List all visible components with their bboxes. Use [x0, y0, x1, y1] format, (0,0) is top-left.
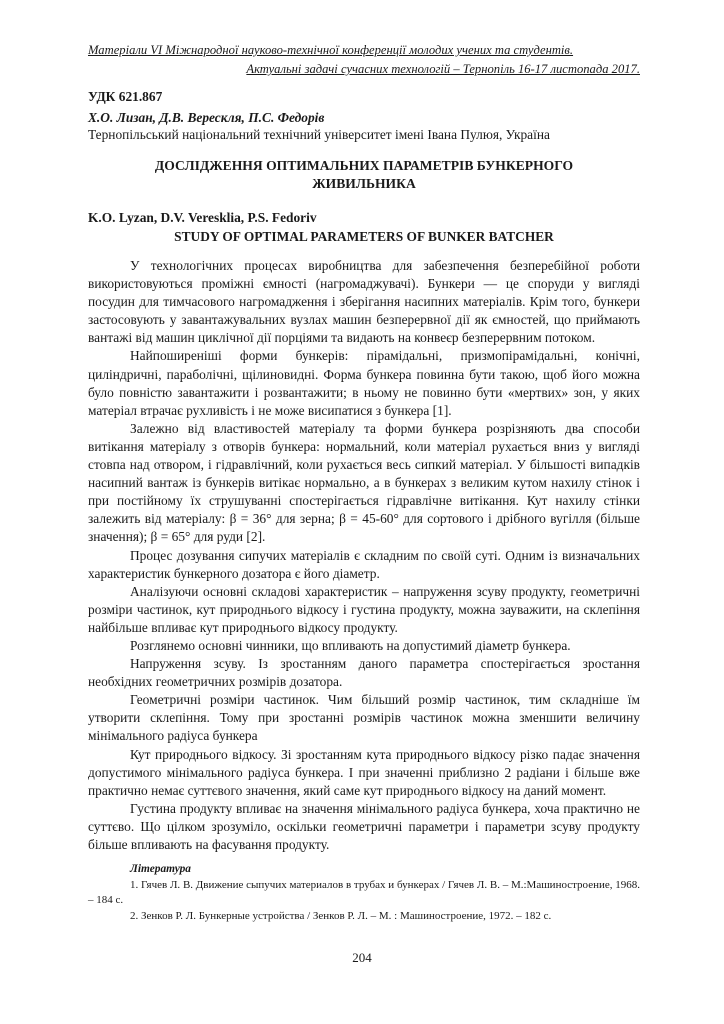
- page-number: 204: [352, 950, 372, 965]
- paragraph: У технологічних процесах виробництва для забезпечення безперебійної роботи використовуються проміжні ємності (нагромаджувачі). Бункери — це споруди у вигляді посудин для тимчасового нагромадження і зберігання насипних матеріалів. Крім того, бункери застосовують у завантажувальних вузлах машин безперервної дії як ємностей, що приймають вантажі від машин циклічної дії порціями та видають на конвеєр безперервним потоком.: [88, 258, 640, 346]
- body-text: [88, 257, 640, 854]
- running-header-line2: Актуальні задачі сучасних технологій – Тернопіль 16-17 листопада 2017.: [246, 62, 640, 76]
- running-header-line1: Матеріали VI Міжнародної науково-технічної конференції молодих учених та студентів.: [88, 43, 574, 57]
- paragraph: Напруження зсуву. Із зростанням даного параметра спостерігається зростання необхідних геометричних розмірів дозатора.: [88, 656, 640, 690]
- paragraph: Процес дозування сипучих матеріалів є складним по своїй суті. Одним із визначальних характеристик бункерного дозатора є його діаметр.: [88, 547, 640, 581]
- title-ukrainian: [88, 157, 640, 193]
- paragraph: Залежно від властивостей матеріалу та форми бункера розрізняють два способи витікання матеріалу з отворів бункера: нормальний, коли матеріал рухається вниз у вигляді стовпа над отвором, і гідравлічний, коли рухається весь сипкий матеріал. У більшості випадків насипний вантаж із бункерів витікає нормально, а в бункерах з великим кутом нахилу стінок і при постійному їх струшуванні спостерігається гідравлічне витікання. Кут нахилу стінки залежить від матеріалу: β = 36° для зерна; β = 45-60° для сортового і дрібного вугілля (більше значення); β = 65° для руди [2].: [88, 420, 640, 545]
- title-ukrainian-line1: ДОСЛІДЖЕННЯ ОПТИМАЛЬНИХ ПАРАМЕТРІВ БУНКЕРНОГО: [154, 158, 574, 173]
- reference-item: 2. Зенков Р. Л. Бункерные устройства / Зенков Р. Л. – М. : Машиностроение, 1972. – 182 с.: [130, 910, 552, 922]
- reference-item: 1. Гячев Л. В. Движение сыпучих материалов в трубах и бункерах / Гячев Л. В. – М.:Машиностроение, 1968. – 184 с.: [88, 879, 640, 906]
- paragraph: Густина продукту впливає на значення мінімального радіуса бункера, хоча практично не суттєво. Що цілком зрозуміло, оскільки геометричні параметри і параметри зсуву продукту більше впливають на фасування продукту.: [88, 800, 640, 852]
- paragraph: Геометричні розміри частинок. Чим більший розмір частинок, тим складніше їм утворити склепіння. Тому при зростанні розмірів частинок можна зменшити величину мінімального радіуса бункера: [88, 692, 640, 744]
- udk-code: УДК 621.867: [88, 89, 163, 104]
- references: [88, 862, 640, 925]
- paragraph: Розглянемо основні чинники, що впливають на допустимий діаметр бункера.: [130, 637, 571, 653]
- title-ukrainian-line2: ЖИВИЛЬНИКА: [312, 176, 416, 191]
- affiliation: Тернопільський національний технічний університет імені Івана Пулюя, Україна: [88, 127, 550, 142]
- title-english: STUDY OF OPTIMAL PARAMETERS OF BUNKER BATCHER: [174, 229, 554, 244]
- paragraph: Аналізуючи основні складові характеристик – напруження зсуву продукту, геометричні розміри частинок, кут природнього відкосу і густина продукту, можна зауважити, на склепіння найбільше впливає кут природнього відкосу продукту.: [88, 583, 640, 635]
- authors-english: K.O. Lyzan, D.V. Veresklia, P.S. Fedoriv: [88, 210, 317, 225]
- references-heading: Література: [130, 863, 192, 875]
- paragraph: Найпоширеніші форми бункерів: пірамідальні, призмопірамідальні, конічні, циліндричні, параболічні, щілиновидні. Форма бункера повинна бути такою, щоб його можна було повністю завантажити і розвантажити; в ньому не повинно бути «мертвих» зон, у яких матеріал втрачає рухливість і не може висипатися з бункера [1].: [88, 348, 640, 418]
- authors: Х.О. Лизан, Д.В. Верескля, П.С. Федорів: [88, 110, 325, 125]
- paragraph: Кут природнього відкосу. Зі зростанням кута природнього відкосу різко падає значення допустимого мінімального радіуса бункера. І при значенні приблизно 2 радіани і більше вже практично немає суттєвого значення, який саме кут природнього відкосу на даний момент.: [88, 746, 640, 798]
